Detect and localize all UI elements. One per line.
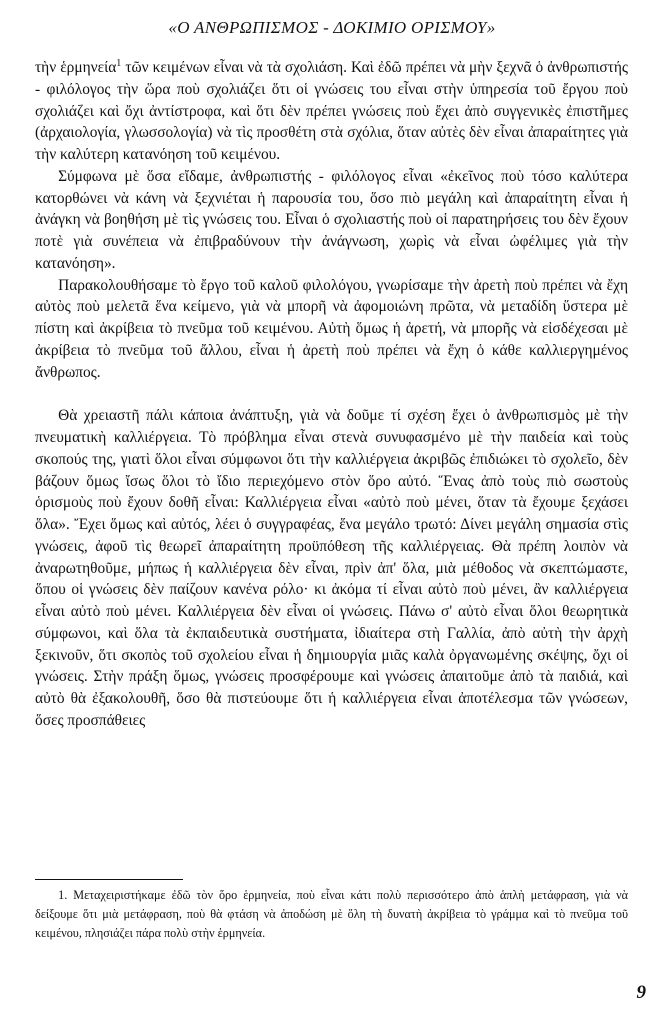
footnote: 1. Μεταχειριστήκαμε ἐδῶ τὸν ὅρο ἑρμηνεία, ποὺ εἶναι κάτι πολὺ περισσότερο ἀπὸ ἁπλὴ μετάφραση, γιὰ νὰ δείξουμε ὅτι μιὰ μετάφραση, ποὺ θὰ φτάση νὰ ἀποδώση μὲ ὅλη τὴ δυνατὴ ἀκρίβεια τὸ γράμμα καὶ τὸ πνεῦμα τοῦ κειμένου, πλησιάζει πάρα πολὺ στὴν ἑρμηνεία.	[35, 888, 628, 940]
body-text	[35, 57, 628, 732]
section-gap	[35, 383, 628, 405]
page-number: 9	[636, 982, 646, 1003]
running-head: «Ο ΑΝΘΡΩΠΙΣΜΟΣ - ΔΟΚΙΜΙΟ ΟΡΙΣΜΟΥ»	[168, 18, 496, 37]
paragraph-4: Θὰ χρειαστῆ πάλι κάποια ἀνάπτυξη, γιὰ νὰ δοῦμε τί σχέση ἔχει ὁ ἀνθρωπισμὸς μὲ τὴν πνευματικὴ καλλιέργεια. Τὸ πρόβλημα εἶναι στενὰ συνυφασμένο μὲ τὴν παιδεία καὶ τοὺς σκοπούς της, γιατὶ ὅλοι εἶναι σύμφωνοι ὅτι τὴν καλλιέργεια ἀκριβῶς ἐπιδιώκει τὸ σχολεῖο, δὲν βάζουν ὅμως ἴσως ὅλοι τὸ ἴδιο περιεχόμενο στὸν ὅρο αὐτό. Ἕνας ἀπὸ τοὺς πιὸ σωστοὺς ὁρισμοὺς ποὺ ἔχουν δοθῆ εἶναι: Καλλιέργεια εἶναι «αὐτὸ ποὺ μένει, ὅταν τὰ ἔχουμε ξεχάσει ὅλα». Ἔχει ὅμως καὶ αὐτός, λέει ὁ συγγραφέας, ἕνα μεγάλο τρωτό: Δίνει μεγάλη σημασία στὶς γνώσεις, ἀφοῦ τὶς θεωρεῖ ἀπαραίτητη προϋπόθεση τῆς καλλιέργειας. Θὰ πρέπη λοιπὸν νὰ ἀναρωτηθοῦμε, μήπως ἡ καλλιέργεια δὲν εἶναι, πρὶν ἀπ' ὅλα, μιὰ μέθοδος νὰ σκεπτώμαστε, ὅπου οἱ γνώσεις δὲν παίζουν κανένα ρόλο· κι ἀκόμα τί εἶναι αὐτὸ ποὺ μένει, ἂν καλλιέργεια εἶναι αὐτὸ ποὺ μένει. Καλλιέργεια δὲν εἶναι οἱ γνώσεις. Πάνω σ' αὐτὸ εἶναι ὅλοι θεωρητικὰ σύμφωνοι, καὶ ὅλα τὰ ἐκπαιδευτικὰ συστήματα, ἰδιαίτερα στὴ Γαλλία, ἀπὸ αὐτὴ τὴν ἀρχὴ ξεκινοῦν, ὅτι σκοπὸς τοῦ σχολείου εἶναι ἡ δημιουργία μιᾶς καλὰ ὀργανωμένης σκέψης, ὄχι οἱ γνώσεις. Στὴν πράξη ὅμως, γνώσεις προσφέρουμε καὶ γνώσεις ἀπαιτοῦμε ἀπὸ τὰ παιδιά, καὶ αὐτὸ θὰ ἐξακολουθῆ, ὅσο θὰ πιστεύουμε ὅτι ἡ καλλιέργεια εἶναι ἀποτέλεσμα τῶν γνώσεων, ὅσες προσπάθειες	[35, 407, 628, 729]
paragraph-1-lead: τὴν ἑρμηνεία	[35, 59, 117, 76]
footnote-reference: 1	[116, 57, 122, 69]
paragraph-3: Παρακολουθήσαμε τὸ ἔργο τοῦ καλοῦ φιλολόγου, γνωρίσαμε τὴν ἀρετὴ ποὺ πρέπει νὰ ἔχη αὐτὸς ποὺ μελετᾶ ἕνα κείμενο, γιὰ νὰ μπορῆ νὰ ἀφομοιώνη πρῶτα, νὰ μεταδίδη ὕστερα μὲ πίστη καὶ ἀκρίβεια τὸ πνεῦμα τοῦ κειμένου. Αὐτὴ ὅμως ἡ ἀρετή, νὰ μπορῆς νὰ εἰσδέχεσαι μὲ ἀκρίβεια τὸ πνεῦμα τοῦ ἄλλου, εἶναι ἡ ἀρετὴ ποὺ πρέπει νὰ ἔχη ὁ κάθε καλλιεργημένος ἄνθρωπος.	[35, 276, 628, 381]
paragraph-1-text: τῶν κειμένων εἶναι νὰ τὰ σχολιάση. Καὶ ἐδῶ πρέπει νὰ μὴν ξεχνᾶ ὁ ἀνθρωπιστής - φιλόλογος τὴν ὥρα ποὺ σχολιάζει ὅτι οἱ γνώσεις του εἶναι στὴν ὑπηρεσία τοῦ ἔργου ποὺ σχολιάζει καὶ ὄχι ἀντίστροφα, καὶ ὅτι δὲν πρέπει γνώσεις ποὺ ἔχει ἀπὸ συγγενικὲς ἐπιστῆμες (ἀρχαιολογία, γλωσσολογία) νὰ τὶς προσθέτη στὰ σχόλια, ὅταν αὐτὲς δὲν εἶναι ἀπαραίτητες γιὰ τὴν καλύτερη κατανόηση τοῦ κειμένου.	[35, 59, 629, 163]
footnote-divider	[35, 879, 183, 880]
paragraph-1	[35, 57, 628, 166]
paragraph-2: Σύμφωνα μὲ ὅσα εἴδαμε, ἀνθρωπιστής - φιλόλογος εἶναι «ἐκεῖνος ποὺ τόσο καλύτερα κατορθώνει νὰ κάνη νὰ ξεχνιέται ἡ παρουσία του, ὅσο πιὸ μεγάλη καὶ ἀπαραίτητη εἶναι ἡ ἀνάγκη νὰ βοηθήση μὲ τὶς γνώσεις του. Εἶναι ὁ σχολιαστής ποὺ οἱ παρατηρήσεις του δὲν ἔχουν ποτὲ γιὰ συνέπεια νὰ ἐπιβραδύνουν τὴν ἀνάγνωση, χωρὶς νὰ εἶναι ὠφέλιμες γιὰ τὴν κατανόηση».	[35, 167, 628, 272]
